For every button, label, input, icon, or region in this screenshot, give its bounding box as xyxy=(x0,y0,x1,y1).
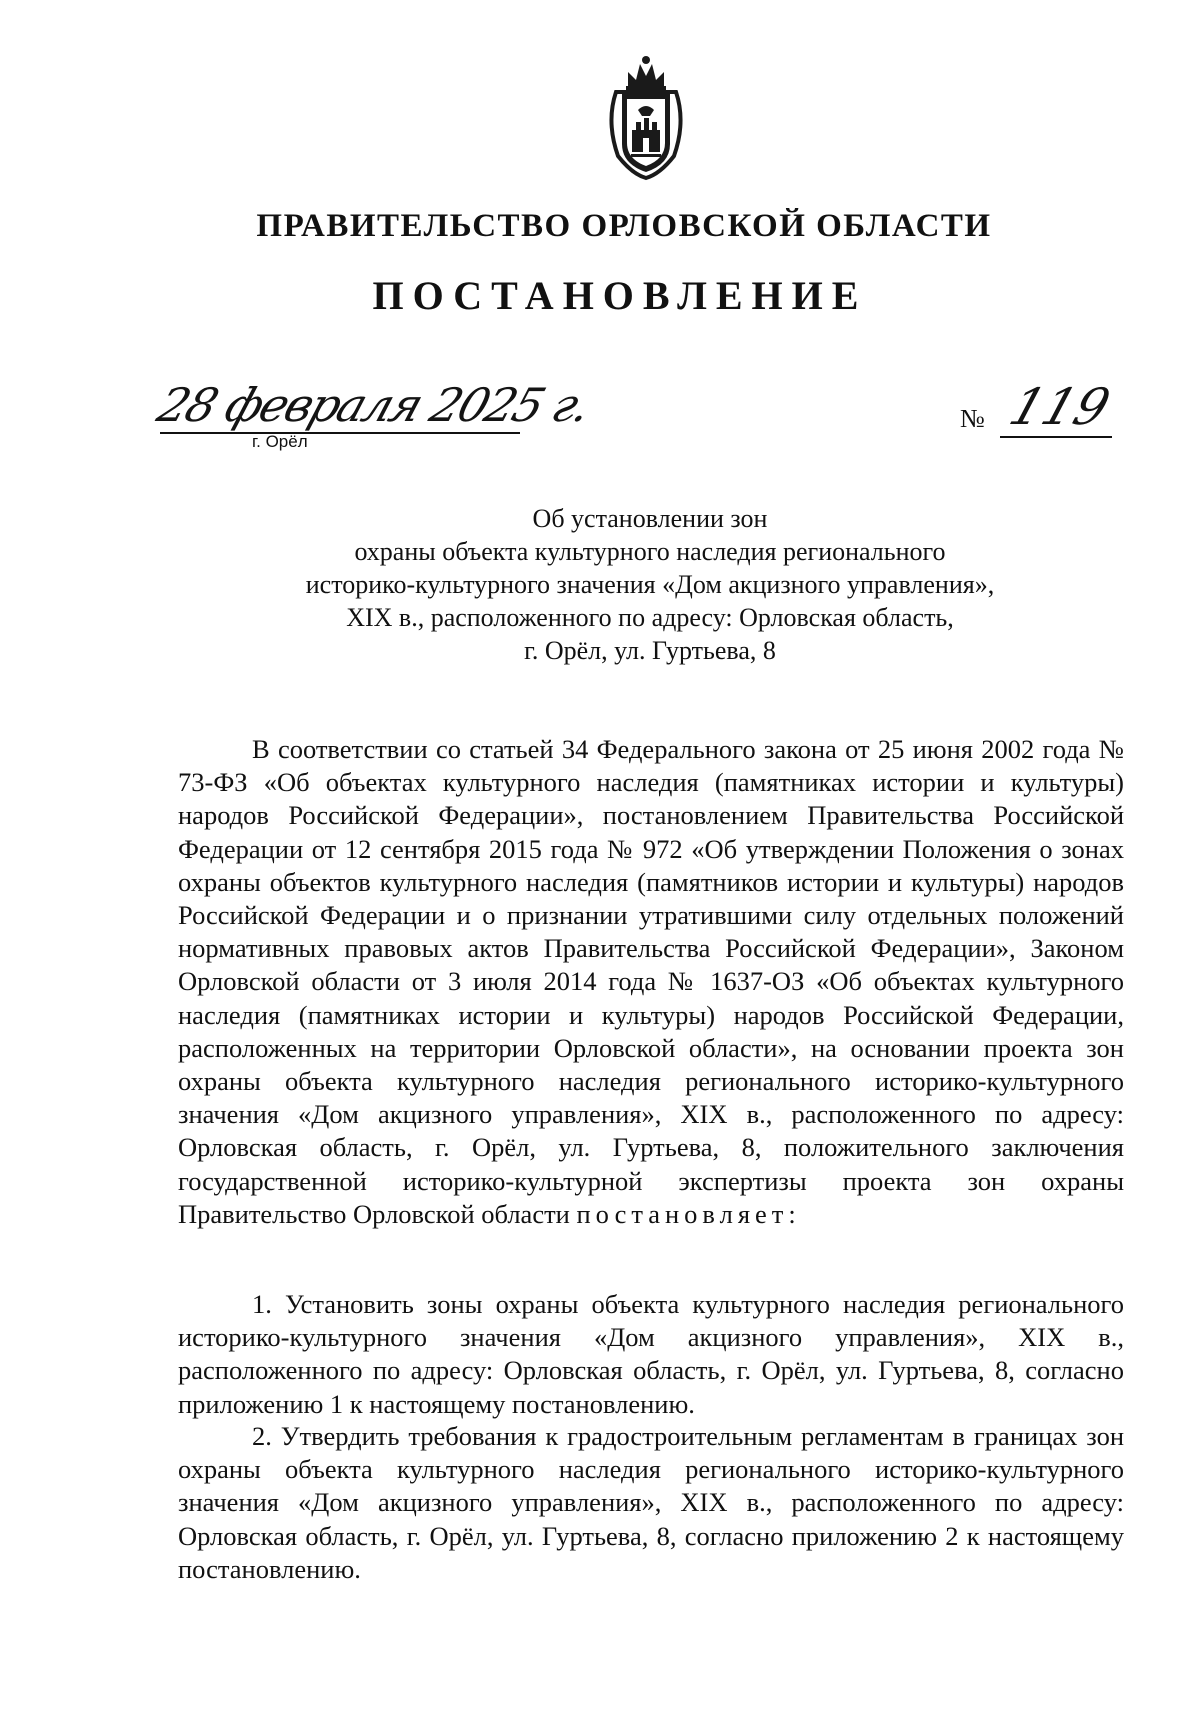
government-title: ПРАВИТЕЛЬСТВО ОРЛОВСКОЙ ОБЛАСТИ xyxy=(256,208,992,244)
orel-oblast-coat-of-arms-icon xyxy=(598,52,694,182)
resolution-item-1: 1. Установить зоны охраны объекта культурного наследия регионального историко-культурного значения «Дом акцизного управления», XIX в., расположенного по адресу: Орловская область, г. Орёл, ул. Гуртьева, 8, согласно приложению 1 к настоящему постановлению. xyxy=(178,1289,1124,1419)
city-label: г. Орёл xyxy=(252,432,308,451)
subject-line: историко-культурного значения «Дом акцизного управления», xyxy=(305,570,995,599)
resolution-item-2: 2. Утвердить требования к градостроительным регламентам в границах зон охраны объекта культурного наследия регионального историко-культурного значения «Дом акцизного управления», XIX в., расположенного по адресу: Орловская область, г. Орёл, ул. Гуртьева, 8, согласно приложению 2 к настоящему постановлению. xyxy=(178,1421,1124,1584)
subject-line: XIX в., расположенного по адресу: Орловская область, xyxy=(346,603,954,632)
number-label: № xyxy=(960,404,985,433)
subject-line: г. Орёл, ул. Гуртьева, 8 xyxy=(524,636,776,665)
number-underline xyxy=(1000,436,1112,438)
preamble-text: В соответствии со статьей 34 Федерального закона от 25 июня 2002 года № 73-ФЗ «Об объектах культурного наследия (памятниках истории и культуры) народов Российской Федерации», постановлением Правительства Российской Федерации от 12 сентября 2015 года № 972 «Об утверждении Положения о зонах охраны объектов культурного наследия (памятников истории и культуры) народов Российской Федерации и о признании утратившими силу отдельных положений нормативных правовых актов Правительства Российской Федерации», Законом Орловской области от 3 июля 2014 года № 1637-ОЗ «Об объектах культурного наследия (памятниках истории и культуры) народов Российской Федерации, расположенных на территории Орловской области», на основании проекта зон охраны объекта культурного наследия регионального историко-культурного значения «Дом акцизного управления», XIX в., расположенного по адресу: Орловская область, г. Орёл, ул. Гуртьева, 8, положительного заключения государственной историко-культурной экспертизы проекта зон охраны Правительство Орловской области xyxy=(178,734,1124,1229)
subject-line: охраны объекта культурного наследия регионального xyxy=(354,537,946,566)
resolves-word: постановляет: xyxy=(576,1198,801,1229)
preamble-paragraph xyxy=(178,733,1124,1231)
subject-line: Об установлении зон xyxy=(532,504,768,533)
document-type-title: ПОСТАНОВЛЕНИЕ xyxy=(372,273,868,318)
handwritten-date: 28 февраля 2025 г. xyxy=(151,378,597,432)
document-subject xyxy=(180,502,1120,667)
handwritten-number: 119 xyxy=(1002,378,1117,436)
date-underline xyxy=(160,432,520,434)
